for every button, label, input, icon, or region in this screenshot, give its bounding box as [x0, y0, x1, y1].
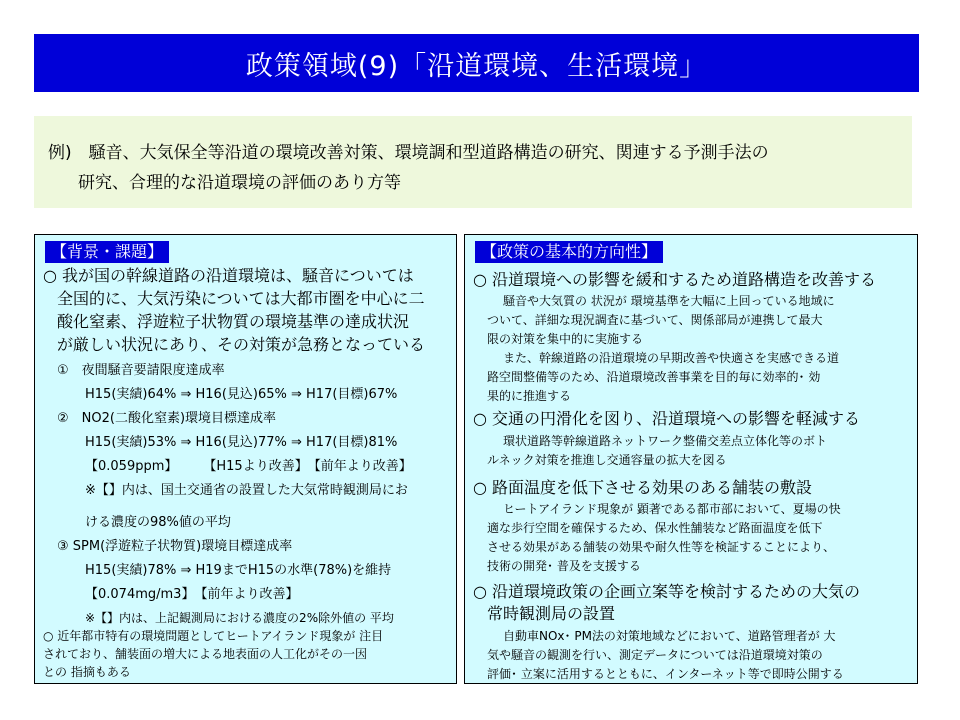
left-text-line: ※【】内は、国土交通省の設置した大気常時観測局にお — [85, 483, 408, 498]
right-text-line: ○ 交通の円滑化を図り、沿道環境への影響を軽減する — [473, 409, 861, 428]
right-text-line: 果的に推進する — [487, 389, 572, 403]
left-text-line: ける濃度の98%値の平均 — [85, 515, 231, 530]
right-text-line: 技術の開発･ 普及を支援する — [487, 559, 641, 573]
title-bar — [34, 34, 919, 92]
right-text-line: ○ 沿道環境政策の企画立案等を検討するための大気の — [473, 582, 861, 601]
left-text-line: との 指摘もある — [43, 665, 131, 679]
right-text-line: また、幹線道路の沿道環境の早期改善や快適さを実感できる道 — [503, 351, 840, 365]
right-text-line: 常時観測局の設置 — [487, 604, 616, 623]
right-text-line: ○ 沿道環境への影響を緩和するため道路構造を改善する — [473, 270, 877, 289]
right-text-line: 騒音や大気質の 状況が 環境基準を大幅に上回っている地域に — [503, 294, 835, 308]
left-text-line: 【0.074mg/m3】 【前年より改善】 — [85, 587, 299, 602]
right-text-line: させる効果がある舗装の効果や耐久性等を検証することにより、 — [487, 540, 836, 554]
right-text-line: 限の対策を集中的に実施する — [487, 332, 644, 346]
right-text-line: ルネック対策を推進し交通容量の拡大を図る — [487, 453, 727, 467]
left-text-line: が厳しい状況にあり、その対策が急務となっている — [57, 335, 426, 354]
left-text-line: 酸化窒素、浮遊粒子状物質の環境基準の達成状況 — [57, 312, 410, 331]
right-text-line: ○ 路面温度を低下させる効果のある舗装の敷設 — [473, 478, 813, 497]
page-title: 政策領域(9)「沿道環境、生活環境」 — [245, 50, 708, 82]
left-text-line: ○ 近年都市特有の環境問題としてヒートアイランド現象が 注目 — [43, 629, 384, 643]
right-text-line: ついて、詳細な現況調査に基づいて、関係部局が連携して最大 — [487, 313, 823, 327]
right-text-line: 自動車NOx･ PM法の対策地域などにおいて、道路管理者が 大 — [503, 629, 836, 643]
left-text-line: ③ SPM(浮遊粒子状物質)環境目標達成率 — [57, 539, 293, 554]
left-text-line: 全国的に、大気汚染については大都市圏を中心に二 — [57, 289, 425, 308]
right-text-line: 気や騒音の観測を行い、測定データについては沿道環境対策の — [487, 648, 823, 662]
left-text-line: H15(実績)53% ⇒ H16(見込)77% ⇒ H17(目標)81% — [85, 435, 398, 450]
left-text-line: ※【】内は、上記観測局における濃度の2%除外値の 平均 — [85, 611, 394, 625]
example-box — [34, 116, 912, 208]
right-text-line: 適な歩行空間を確保するため、保水性舗装など路面温度を低下 — [487, 521, 823, 535]
left-text-line: H15(実績)78% ⇒ H19までH15の水準(78%)を維持 — [85, 563, 392, 578]
left-text-line: されており、舗装面の増大による地表面の人工化がその一因 — [43, 647, 368, 661]
left-text-line: H15(実績)64% ⇒ H16(見込)65% ⇒ H17(目標)67% — [85, 387, 398, 402]
background-issues-header: 【背景・課題】 — [45, 241, 169, 263]
policy-direction-panel — [464, 234, 918, 684]
example-line-2: 研究、合理的な沿道環境の評価のあり方等 — [78, 173, 401, 193]
left-text-line: ① 夜間騒音要請限度達成率 — [57, 363, 225, 378]
right-text-line: 路空間整備等のため、沿道環境改善事業を目的毎に効率的･ 効 — [487, 370, 821, 384]
left-text-line: 【0.059ppm】 【H15より改善】 【前年より改善】 — [85, 459, 412, 474]
policy-direction-header: 【政策の基本的方向性】 — [475, 241, 663, 263]
left-text-line: ○ 我が国の幹線道路の沿道環境は、騒音については — [43, 266, 414, 285]
right-text-line: ヒートアイランド現象が 顕著である都市部において、夏場の快 — [503, 502, 841, 516]
example-line-1: 例) 騒音、大気保全等沿道の環境改善対策、環境調和型道路構造の研究、関連する予測手法の — [48, 143, 769, 163]
right-text-line: 環状道路等幹線道路ネットワーク整備交差点立体化等のボト — [503, 434, 828, 448]
right-text-line: 評価･ 立案に活用するとともに、インターネット等で即時公開する — [487, 667, 844, 681]
background-issues-panel — [34, 234, 457, 684]
left-text-line: ② NO2(二酸化窒素)環境目標達成率 — [57, 411, 277, 426]
